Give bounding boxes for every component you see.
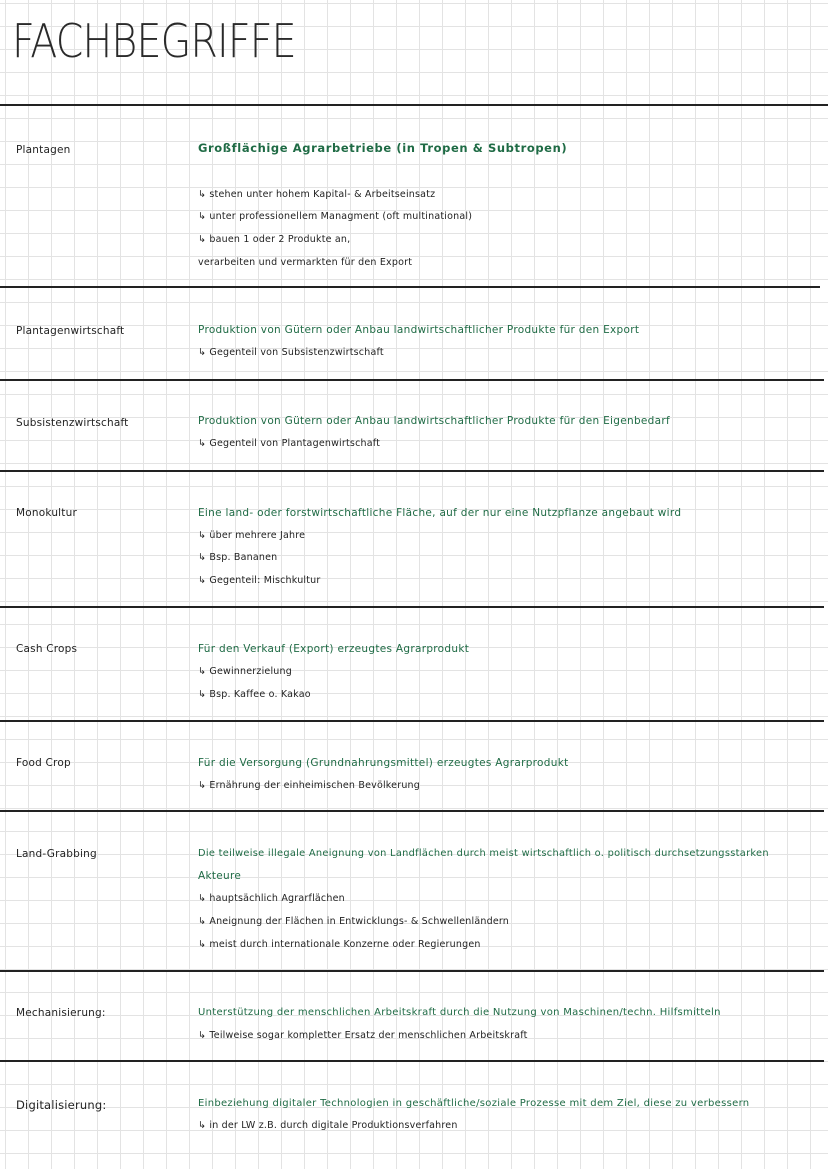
note: ↳ Ernährung der einheimischen Bevölkerung (198, 780, 420, 791)
note: ↳ Gegenteil von Plantagenwirtschaft (198, 438, 381, 449)
definition-mechanisierung: Unterstützung der menschlichen Arbeitskraft durch die Nutzung von Maschinen/techn. Hilfsmitteln (198, 1007, 721, 1018)
divider (0, 379, 824, 381)
divider (0, 470, 824, 472)
definition-subsistenzwirtschaft: Produktion von Gütern oder Anbau landwirtschaftlicher Produkte für den Eigenbedarf (198, 415, 670, 427)
divider (0, 970, 824, 972)
definition-monokultur: Eine land- oder forstwirtschaftliche Fläche, auf der nur eine Nutzpflanze angebaut wird (198, 507, 682, 519)
note: verarbeiten und vermarkten für den Export (198, 257, 413, 268)
term-digitalisierung: Digitalisierung: (16, 1098, 107, 1112)
divider (0, 104, 828, 106)
divider (0, 286, 820, 288)
page-title: FACHBEGRIFFE (12, 14, 296, 68)
note: ↳ über mehrere Jahre (198, 530, 306, 541)
definition-food-crop: Für die Versorgung (Grundnahrungsmittel) erzeugtes Agrarprodukt (198, 757, 569, 769)
definition-digitalisierung: Einbeziehung digitaler Technologien in geschäftliche/soziale Prozesse mit dem Ziel, diese zu verbessern (198, 1098, 750, 1109)
definition-plantagen: Großflächige Agrarbetriebe (in Tropen & Subtropen) (198, 141, 568, 155)
definition-land-grabbing: Die teilweise illegale Aneignung von Landflächen durch meist wirtschaftlich o. politisch durchsetzungsstarken (198, 848, 769, 859)
term-food-crop: Food Crop (16, 757, 71, 769)
note: ↳ in der LW z.B. durch digitale Produktionsverfahren (198, 1120, 458, 1131)
note: ↳ Teilweise sogar kompletter Ersatz der menschlichen Arbeitskraft (198, 1030, 528, 1041)
divider (0, 1060, 824, 1062)
definition-plantagenwirtschaft: Produktion von Gütern oder Anbau landwirtschaftlicher Produkte für den Export (198, 324, 640, 336)
note: ↳ stehen unter hohem Kapital- & Arbeitseinsatz (198, 189, 436, 200)
note: ↳ unter professionellem Managment (oft multinational) (198, 211, 473, 222)
divider (0, 720, 824, 722)
note: ↳ hauptsächlich Agrarflächen (198, 893, 345, 904)
note: ↳ Gegenteil von Subsistenzwirtschaft (198, 347, 384, 358)
note: ↳ meist durch internationale Konzerne oder Regierungen (198, 939, 481, 950)
note: ↳ Gewinnerzielung (198, 666, 292, 677)
note: ↳ bauen 1 oder 2 Produkte an, (198, 234, 351, 245)
term-subsistenzwirtschaft: Subsistenzwirtschaft (16, 417, 129, 429)
term-plantagenwirtschaft: Plantagenwirtschaft (16, 325, 125, 337)
definition-cash-crops: Für den Verkauf (Export) erzeugtes Agrarprodukt (198, 643, 470, 655)
note: ↳ Aneignung der Flächen in Entwicklungs- & Schwellenländern (198, 916, 510, 927)
term-land-grabbing: Land-Grabbing (16, 848, 97, 860)
definition-land-grabbing-cont: Akteure (198, 870, 242, 882)
note: ↳ Bsp. Bananen (198, 552, 278, 563)
term-mechanisierung: Mechanisierung: (16, 1007, 106, 1019)
divider (0, 606, 824, 608)
note: ↳ Gegenteil: Mischkultur (198, 575, 321, 586)
term-monokultur: Monokultur (16, 507, 77, 519)
divider (0, 810, 824, 812)
term-plantagen: Plantagen (16, 144, 71, 156)
note: ↳ Bsp. Kaffee o. Kakao (198, 689, 311, 700)
term-cash-crops: Cash Crops (16, 643, 78, 655)
